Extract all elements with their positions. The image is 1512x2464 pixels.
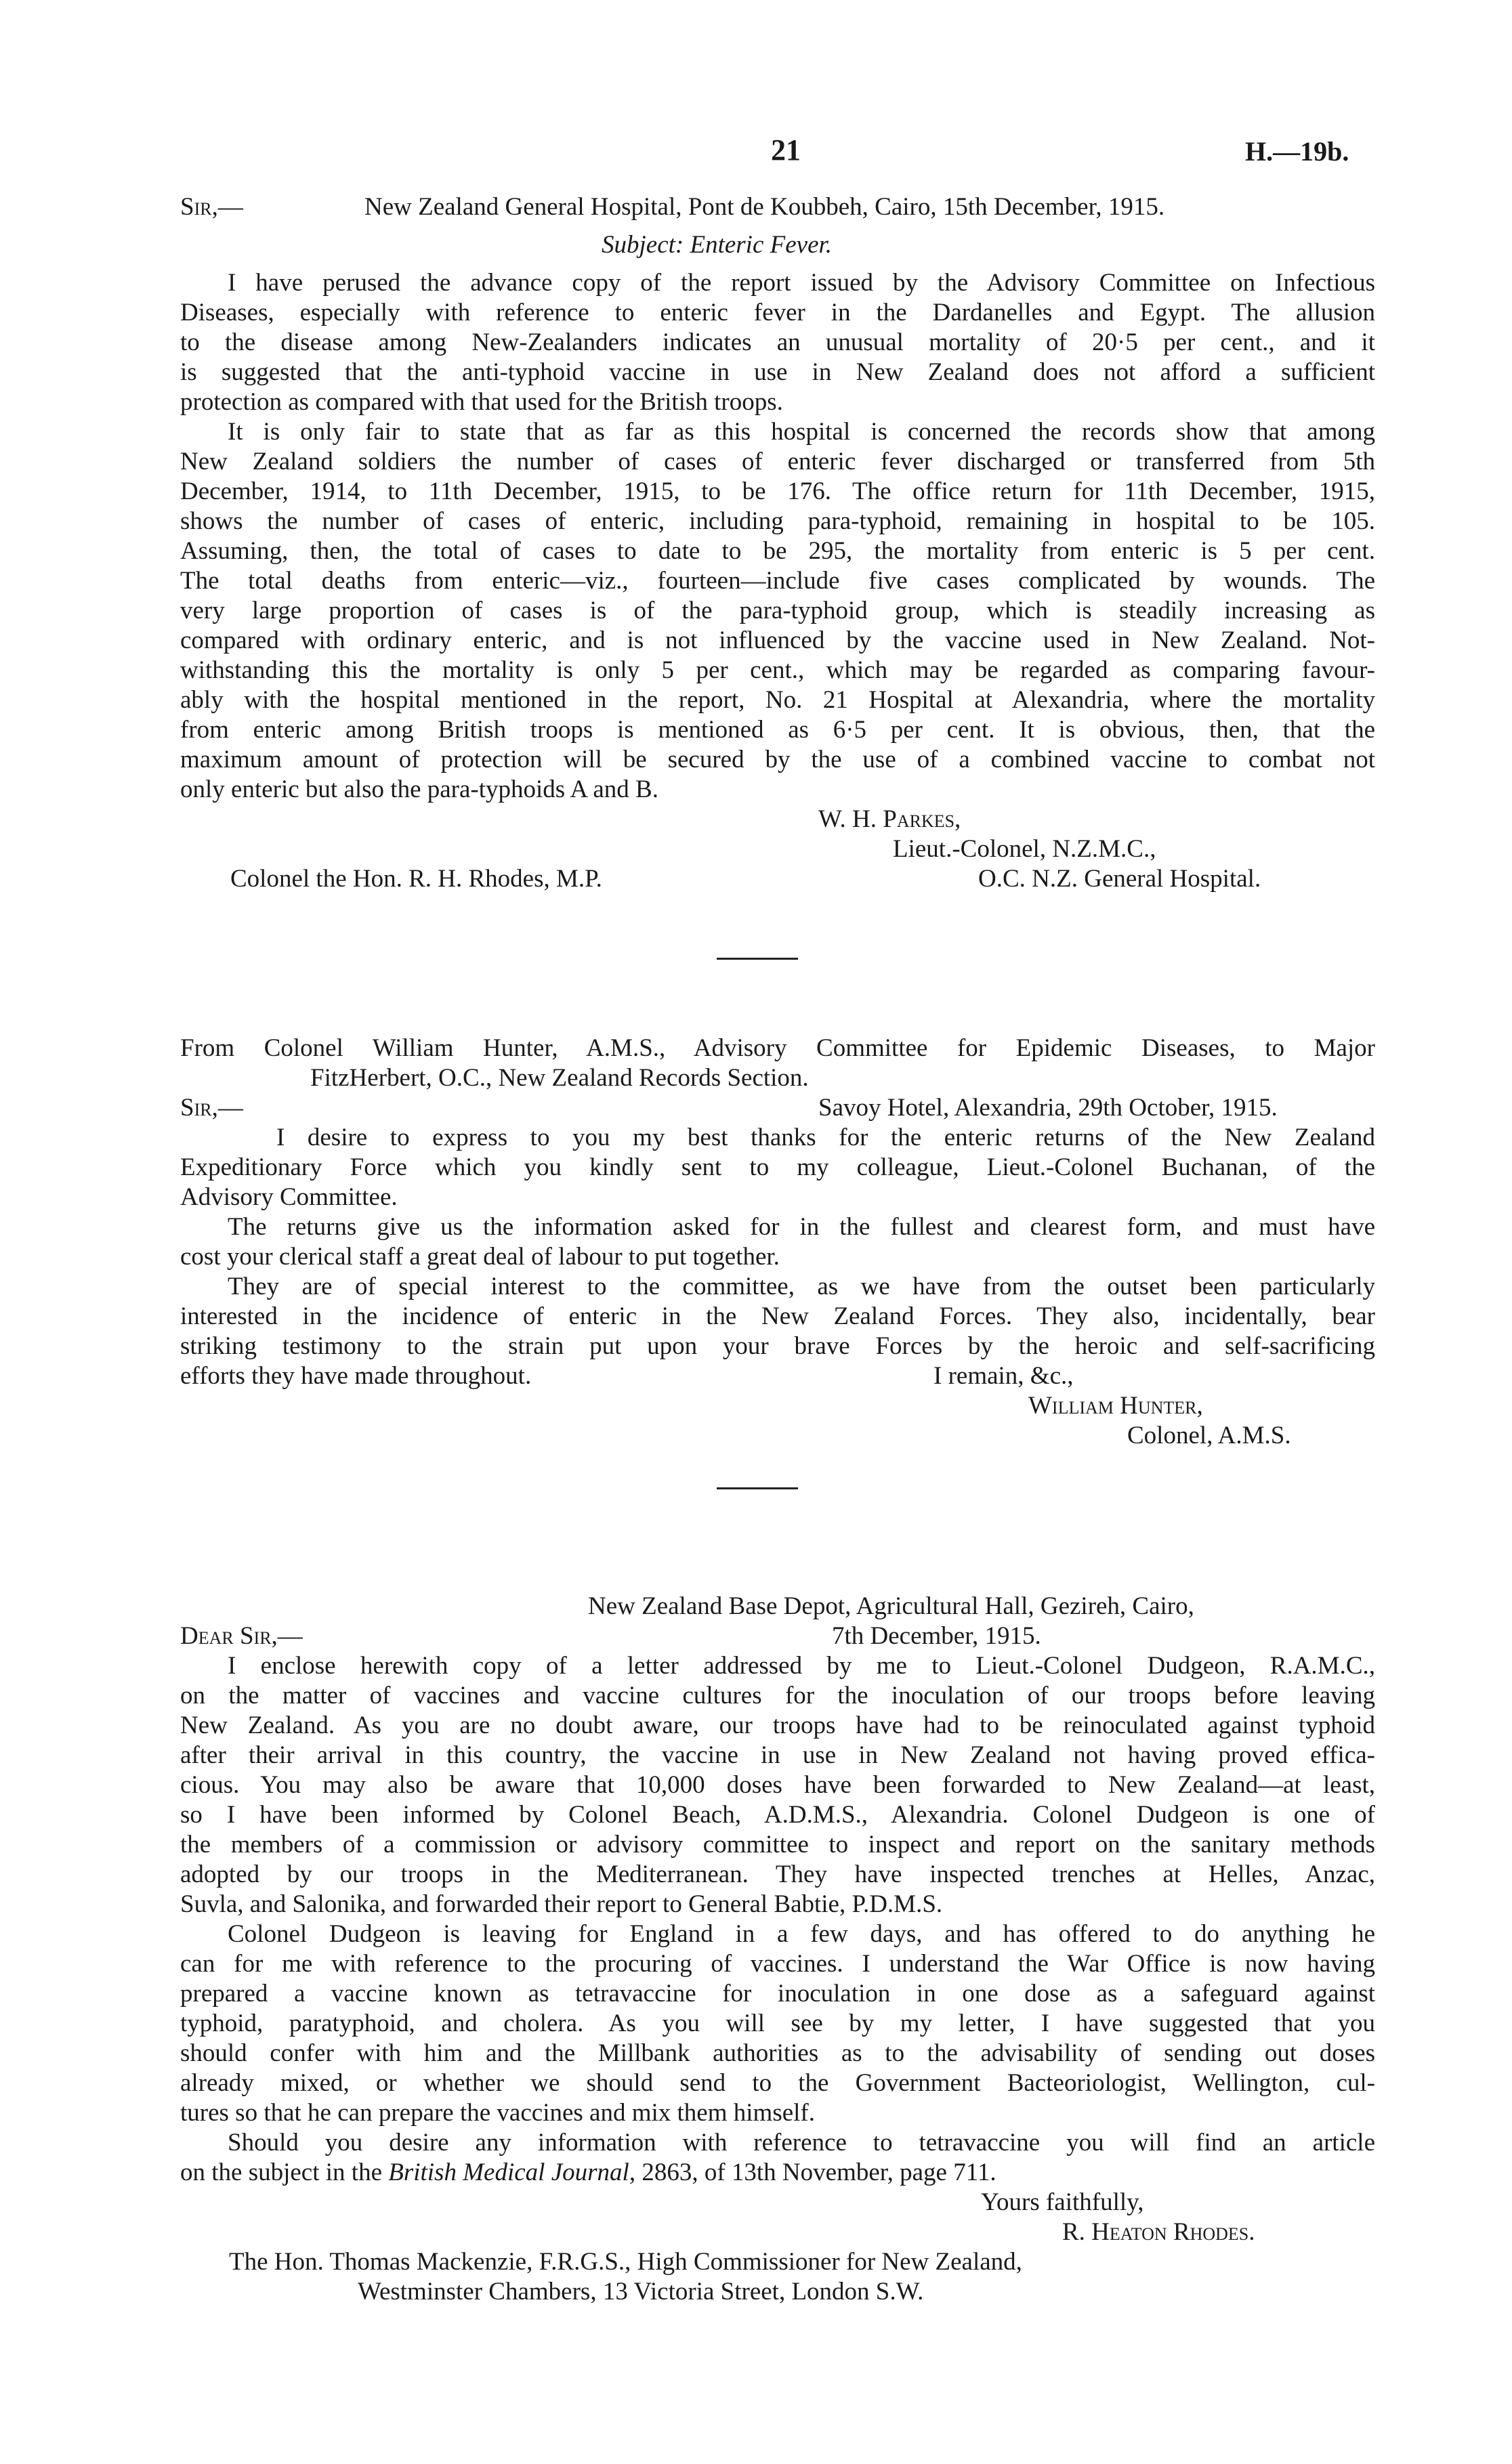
body-line: Diseases, especially with reference to enteric fever in the Dardanelles and Egypt. The allusion [180,299,1375,326]
closing: Yours faithfully, [981,2188,1144,2216]
body-line: already mixed, or whether we should send to the Government Bacteoriologist, Wellington, cul- [180,2069,1375,2097]
body-line: ably with the hospital mentioned in the report, No. 21 Hospital at Alexandria, where the mortality [180,686,1375,714]
letter-address: New Zealand Base Depot, Agricultural Hall, Gezireh, Cairo, [588,1592,1194,1620]
body-line: It is only fair to state that as far as this hospital is concerned the records show that among [228,418,1375,446]
body-line: I have perused the advance copy of the report issued by the Advisory Committee on Infectious [228,269,1375,297]
letter-date: 7th December, 1915. [832,1622,1041,1650]
body-line: prepared a vaccine known as tetravaccine for inoculation in one dose as a safeguard against [180,1980,1375,2008]
body-line: to the disease among New-Zealanders indicates an unusual mortality of 20·5 per cent., and it [180,328,1375,356]
letter-address: Savoy Hotel, Alexandria, 29th October, 1915. [818,1094,1278,1122]
from-line: FitzHerbert, O.C., New Zealand Records Section. [310,1064,809,1092]
body-line: Assuming, then, the total of cases to date to be 295, the mortality from enteric is 5 per cent. [180,537,1375,565]
body-line: protection as compared with that used for the British troops. [180,388,783,416]
body-line: so I have been informed by Colonel Beach, A.D.M.S., Alexandria. Colonel Dudgeon is one of [180,1801,1375,1829]
letter-subject: Subject: Enteric Fever. [602,231,833,259]
signature-rank: Lieut.-Colonel, N.Z.M.C., [893,835,1156,863]
body-line: is suggested that the anti-typhoid vaccine in use in New Zealand does not afford a sufficient [180,358,1375,386]
body-line: only enteric but also the para-typhoids A and B. [180,776,658,803]
signature-name: W. H. Parkes, [818,805,961,833]
signature-rank: Colonel, A.M.S. [1127,1422,1291,1449]
signature-name: William Hunter, [1028,1392,1203,1420]
page-number: 21 [771,133,801,167]
body-line: I desire to express to you my best thanks for the enteric returns of the New Zealand [276,1124,1375,1151]
body-line: should confer with him and the Millbank authorities as to the advisability of sending out doses [180,2039,1375,2067]
body-line: tures so that he can prepare the vaccines and mix them himself. [180,2099,815,2127]
body-line: after their arrival in this country, the vaccine in use in New Zealand not having proved effica- [180,1741,1375,1769]
body-line: compared with ordinary enteric, and is not influenced by the vaccine used in New Zealand. Not- [180,626,1375,654]
body-line: very large proportion of cases is of the para-typhoid group, which is steadily increasing as [180,597,1375,624]
body-line: from enteric among British troops is mentioned as 6·5 per cent. It is obvious, then, that the [180,716,1375,744]
addressee-address: Westminster Chambers, 13 Victoria Street, London S.W. [358,2278,924,2306]
letter-address: New Zealand General Hospital, Pont de Koubbeh, Cairo, 15th December, 1915. [364,193,1165,221]
body-line: on the subject in the British Medical Journal, 2863, of 13th November, page 711. [180,2159,996,2186]
addressee: Colonel the Hon. R. H. Rhodes, M.P. [230,865,602,893]
body-line: typhoid, paratyphoid, and cholera. As you will see by my letter, I have suggested that you [180,2010,1375,2037]
body-line: Should you desire any information with reference to tetravaccine you will find an article [228,2129,1375,2157]
signature-name: R. Heaton Rhodes. [1062,2218,1255,2246]
body-line: Suvla, and Salonika, and forwarded their report to General Babtie, P.D.M.S. [180,1890,943,1918]
body-line: maximum amount of protection will be secured by the use of a combined vaccine to combat not [180,746,1375,773]
journal-title: British Medical Journal [388,2159,629,2186]
body-line: Advisory Committee. [180,1183,398,1211]
salutation: Sir,— [180,193,243,221]
body-line: can for me with reference to the procuring of vaccines. I understand the War Office is now having [180,1950,1375,1978]
body-line: cious. You may also be aware that 10,000 doses have been forwarded to New Zealand—at least, [180,1771,1375,1799]
body-line: December, 1914, to 11th December, 1915, to be 176. The office return for 11th December, 1915, [180,477,1375,505]
section-divider [717,1487,798,1489]
body-line: Expeditionary Force which you kindly sent to my colleague, Lieut.-Colonel Buchanan, of the [180,1153,1375,1181]
body-line: New Zealand soldiers the number of cases of enteric fever discharged or transferred from 5th [180,448,1375,475]
body-line: New Zealand. As you are no doubt aware, our troops have had to be reinoculated against typhoid [180,1712,1375,1739]
closing: I remain, &c., [933,1362,1074,1390]
body-line: Colonel Dudgeon is leaving for England in a few days, and has offered to do anything he [228,1920,1375,1948]
body-line: I enclose herewith copy of a letter addressed by me to Lieut.-Colonel Dudgeon, R.A.M.C., [228,1652,1375,1680]
body-line: withstanding this the mortality is only 5 per cent., which may be regarded as comparing favour- [180,656,1375,684]
body-line: They are of special interest to the committee, as we have from the outset been particularly [228,1273,1375,1300]
body-line: The total deaths from enteric—viz., fourteen—include five cases complicated by wounds. The [180,567,1375,595]
signature-title: O.C. N.Z. General Hospital. [978,865,1261,893]
body-line: efforts they have made throughout. [180,1362,532,1390]
body-line: striking testimony to the strain put upon your brave Forces by the heroic and self-sacrificing [180,1332,1375,1360]
document-code: H.—19b. [1245,136,1349,167]
body-line: interested in the incidence of enteric in the New Zealand Forces. They also, incidentally, bear [180,1302,1375,1330]
body-line: the members of a commission or advisory committee to inspect and report on the sanitary methods [180,1831,1375,1858]
from-line: From Colonel William Hunter, A.M.S., Advisory Committee for Epidemic Diseases, to Major [180,1034,1375,1062]
body-line: The returns give us the information asked for in the fullest and clearest form, and must have [228,1213,1375,1241]
body-line: on the matter of vaccines and vaccine cultures for the inoculation of our troops before leaving [180,1682,1375,1709]
salutation: Dear Sir,— [180,1622,303,1650]
body-line: adopted by our troops in the Mediterranean. They have inspected trenches at Helles, Anzac, [180,1861,1375,1888]
salutation: Sir,— [180,1094,243,1122]
body-line: cost your clerical staff a great deal of labour to put together. [180,1243,780,1271]
section-divider [717,958,798,960]
body-line: shows the number of cases of enteric, including para-typhoid, remaining in hospital to be 105. [180,507,1375,535]
addressee: The Hon. Thomas Mackenzie, F.R.G.S., High Commissioner for New Zealand, [229,2248,1022,2276]
